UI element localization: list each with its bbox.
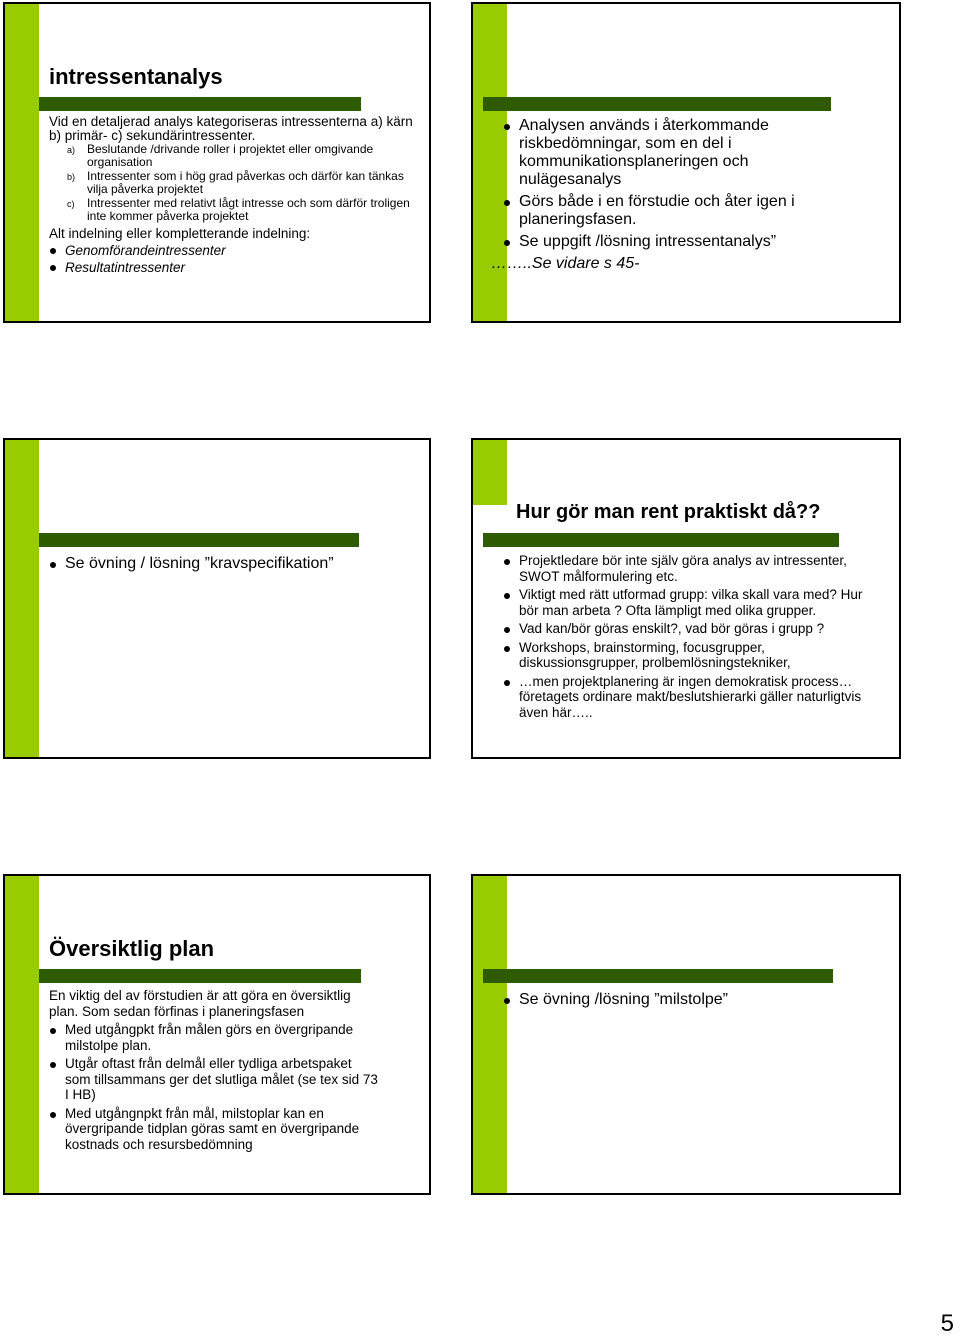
page-number: 5 xyxy=(940,1310,954,1337)
accent-band xyxy=(473,4,507,321)
bullet-list xyxy=(49,555,419,573)
list-item: b) Intressenter som i hög grad påverkas och därför kan tänkas vilja påverka projektet xyxy=(67,169,404,196)
accent-band xyxy=(5,440,39,757)
title-rule xyxy=(483,969,833,983)
slide-body xyxy=(49,988,379,1152)
list-item: Görs både i en förstudie och åter igen i planeringsfasen. xyxy=(503,193,843,229)
accent-band xyxy=(473,440,507,505)
list-item: Se övning /lösning ”milstolpe” xyxy=(503,991,873,1009)
slide-title: Hur gör man rent praktiskt då?? xyxy=(516,501,821,523)
slide-oversiktlig-plan xyxy=(3,874,431,1195)
list-item: Utgår oftast från delmål eller tydliga arbetspaket som tillsammans ger det slutliga målet (se tex sid 73 I HB) xyxy=(49,1056,379,1103)
bullet-list xyxy=(503,553,873,720)
list-item: Resultatintressenter xyxy=(49,259,425,276)
slide-body xyxy=(503,991,873,1009)
slide-body xyxy=(49,115,425,276)
list-item: …men projektplanering är ingen demokratisk process…företagets ordinare makt/beslutshierarki gäller naturligtvis även här….. xyxy=(503,674,873,721)
bullet-list xyxy=(503,991,873,1009)
list-item: Genomförandeintressenter xyxy=(49,242,425,259)
list-item: Se uppgift /lösning intressentanalys” xyxy=(503,233,843,251)
list-item: c) Intressenter med relativt lågt intresse och som därför troligen inte kommer påverka projektet xyxy=(67,196,410,223)
slide-body xyxy=(49,555,419,573)
title-rule xyxy=(483,533,839,547)
title-rule xyxy=(39,969,361,983)
slide-praktiskt xyxy=(471,438,901,759)
accent-band xyxy=(5,4,39,321)
list-item: Med utgångpkt från målen görs en övergripande milstolpe plan. xyxy=(49,1022,379,1053)
title-rule xyxy=(483,97,831,111)
bullet-list xyxy=(49,1022,379,1152)
list-item: Se övning / lösning ”kravspecifikation” xyxy=(49,555,419,573)
alt-heading: Alt indelning eller kompletterande indelning: xyxy=(49,226,311,241)
intro-text: Vid en detaljerad analys kategoriseras intressenterna a) kärn b) primär- c) sekundärintressenter. xyxy=(49,114,413,143)
bullet-list xyxy=(503,117,843,251)
list-item: Workshops, brainstorming, focusgrupper, diskussionsgrupper, prolbemlösningstekniker, xyxy=(503,640,873,671)
slide-title: Översiktlig plan xyxy=(49,936,215,961)
accent-band xyxy=(5,876,39,1193)
list-item: Projektledare bör inte själv göra analys av intressenter, SWOT målformulering etc. xyxy=(503,553,873,584)
slide-title: intressentanalys xyxy=(49,64,223,89)
list-item: Viktigt med rätt utformad grupp: vilka skall vara med? Hur bör man arbeta ? Ofta lämpligt med olika grupper. xyxy=(503,587,873,618)
title-rule xyxy=(39,533,359,547)
bullet-list xyxy=(49,242,425,276)
slide-intressentanalys xyxy=(3,2,431,323)
list-item: Vad kan/bör göras enskilt?, vad bör göras i grupp ? xyxy=(503,621,873,637)
slide-milstolpe xyxy=(471,874,901,1195)
slide-analysis-use xyxy=(471,2,901,323)
intro-text: En viktig del av förstudien är att göra en översiktlig plan. Som sedan förfinas i planeringsfasen xyxy=(49,988,351,1019)
list-item: a) Beslutande /drivande roller i projektet eller omgivande organisation xyxy=(67,142,374,169)
trailer-text: ……..Se vidare s 45- xyxy=(491,255,640,272)
title-rule xyxy=(39,97,361,111)
slide-body xyxy=(491,117,843,273)
list-item: Analysen används i återkommande riskbedömningar, som en del i kommunikationsplaneringen och nulägesanalys xyxy=(503,117,843,189)
slide-kravspecifikation xyxy=(3,438,431,759)
accent-band xyxy=(473,876,507,1193)
slide-body xyxy=(503,553,873,720)
sub-list xyxy=(49,143,425,223)
list-item: Med utgångnpkt från mål, milstoplar kan en övergripande tidplan göras samt en övergripande kostnads och resursbedömning xyxy=(49,1106,379,1153)
